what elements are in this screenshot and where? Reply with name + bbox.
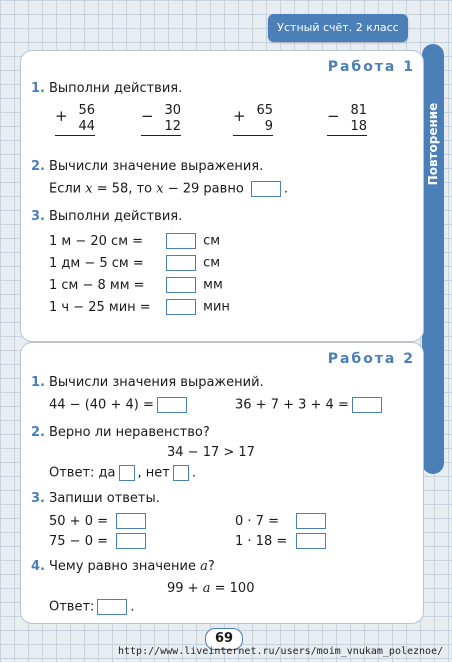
yes-checkbox[interactable] xyxy=(119,465,135,481)
bottom-number: 44 xyxy=(55,119,95,136)
answer-box[interactable] xyxy=(166,299,196,315)
operation-sign: + xyxy=(233,107,246,125)
section-side-tab xyxy=(422,44,444,474)
equation-right: = 100 xyxy=(214,581,255,596)
variable-a: a xyxy=(200,559,208,574)
task-number: 3. xyxy=(31,209,45,224)
answer-box[interactable] xyxy=(166,233,196,249)
task-4-answer xyxy=(49,599,135,615)
operation-sign: − xyxy=(141,107,154,125)
expression-text: 0 · 7 = xyxy=(235,513,279,529)
operation-sign: − xyxy=(327,107,340,125)
top-number: 65 xyxy=(256,103,273,118)
answer-item xyxy=(49,533,149,549)
bottom-number: 12 xyxy=(141,119,181,136)
work-2-title: Работа 2 xyxy=(327,351,415,367)
answer-box[interactable] xyxy=(352,397,382,413)
variable-x: x xyxy=(85,181,93,197)
task-3-heading xyxy=(31,209,182,224)
conversion-row xyxy=(49,233,220,249)
unit-label: мм xyxy=(203,277,223,293)
task-2-heading xyxy=(31,425,210,440)
answer-box[interactable] xyxy=(296,533,326,549)
conversion-row xyxy=(49,277,223,293)
task-number: 4. xyxy=(31,559,45,574)
answer-box[interactable] xyxy=(166,277,196,293)
period: . xyxy=(191,465,196,481)
task-3-heading xyxy=(31,491,160,506)
task-text: Чему равно значение xyxy=(48,559,196,574)
unit-label: см xyxy=(203,255,221,271)
task-number: 1. xyxy=(31,81,45,96)
conversion-expression: 1 ч − 25 мин = xyxy=(49,299,151,315)
period: . xyxy=(130,599,135,615)
work-2-card xyxy=(20,342,424,624)
conversion-expression: 1 см − 8 мм = xyxy=(49,277,145,293)
bottom-number: 9 xyxy=(233,119,273,136)
operation-sign: + xyxy=(55,107,68,125)
expression-text: 44 − (40 + 4) = xyxy=(49,397,154,413)
book-header-tab: Устный счёт. 2 класс xyxy=(268,14,408,42)
task-4-heading xyxy=(31,559,215,574)
column-addition-2 xyxy=(233,103,273,136)
question-mark: ? xyxy=(207,559,215,574)
task-2-heading xyxy=(31,159,263,174)
unit-label: мин xyxy=(203,299,230,315)
expression-left xyxy=(49,397,190,413)
task-text: Верно ли неравенство? xyxy=(48,425,210,440)
answer-yes-label: Ответ: да xyxy=(49,465,116,481)
variable-a: a xyxy=(202,581,211,596)
conversion-expression: 1 м − 20 см = xyxy=(49,233,144,249)
answer-item xyxy=(235,533,329,549)
column-subtraction-2 xyxy=(327,103,367,136)
period: . xyxy=(283,181,289,197)
page-number: 69 xyxy=(205,628,243,650)
task-2-expression xyxy=(49,181,288,197)
variable-x: x xyxy=(156,181,164,197)
conversion-row xyxy=(49,255,220,271)
task-text: Выполни действия. xyxy=(48,209,183,224)
task-text: Запиши ответы. xyxy=(48,491,160,506)
side-tab-label: Повторение xyxy=(426,102,440,186)
answer-no-label: , нет xyxy=(137,465,170,481)
column-subtraction-1 xyxy=(141,103,181,136)
expression-right xyxy=(235,397,385,413)
expression-text: 36 + 7 + 3 + 4 = xyxy=(235,397,349,413)
task-2-answer xyxy=(49,465,196,481)
answer-box[interactable] xyxy=(97,599,127,615)
answer-box[interactable] xyxy=(116,533,146,549)
expression-text: 1 · 18 = xyxy=(235,533,288,549)
column-addition-1 xyxy=(55,103,95,136)
answer-label: Ответ: xyxy=(49,599,95,615)
bottom-number: 18 xyxy=(327,119,367,136)
task-number: 1. xyxy=(31,375,45,390)
if-word: Если xyxy=(49,181,82,197)
top-number: 81 xyxy=(350,103,367,118)
top-number: 56 xyxy=(78,103,95,118)
source-url: http://www.liveinternet.ru/users/moim_vnukam_poleznoe/ xyxy=(118,646,444,657)
task-1-heading xyxy=(31,81,182,96)
answer-box[interactable] xyxy=(116,513,146,529)
expression-text: − 29 равно xyxy=(167,181,244,197)
work-1-card xyxy=(20,50,424,342)
top-number: 30 xyxy=(164,103,181,118)
no-checkbox[interactable] xyxy=(173,465,189,481)
answer-box[interactable] xyxy=(296,513,326,529)
equation xyxy=(167,581,254,596)
task-text: Вычисли значение выражения. xyxy=(48,159,264,174)
answer-item xyxy=(235,513,329,529)
expression-text: 50 + 0 = xyxy=(49,513,108,529)
conversion-row xyxy=(49,299,230,315)
task-1-heading xyxy=(31,375,264,390)
answer-item xyxy=(49,513,149,529)
inequality: 34 − 17 > 17 xyxy=(167,445,255,460)
task-text: Выполни действия. xyxy=(48,81,183,96)
work-1-title: Работа 1 xyxy=(327,59,415,75)
answer-box[interactable] xyxy=(166,255,196,271)
conversion-expression: 1 дм − 5 см = xyxy=(49,255,144,271)
task-number: 2. xyxy=(31,159,45,174)
equation-left: 99 + xyxy=(167,581,199,596)
task-number: 3. xyxy=(31,491,45,506)
answer-box[interactable] xyxy=(251,181,281,197)
unit-label: см xyxy=(203,233,221,249)
expression-text: 75 − 0 = xyxy=(49,533,108,549)
task-number: 2. xyxy=(31,425,45,440)
condition-text: = 58, то xyxy=(96,181,153,197)
task-text: Вычисли значения выражений. xyxy=(48,375,264,390)
answer-box[interactable] xyxy=(157,397,187,413)
